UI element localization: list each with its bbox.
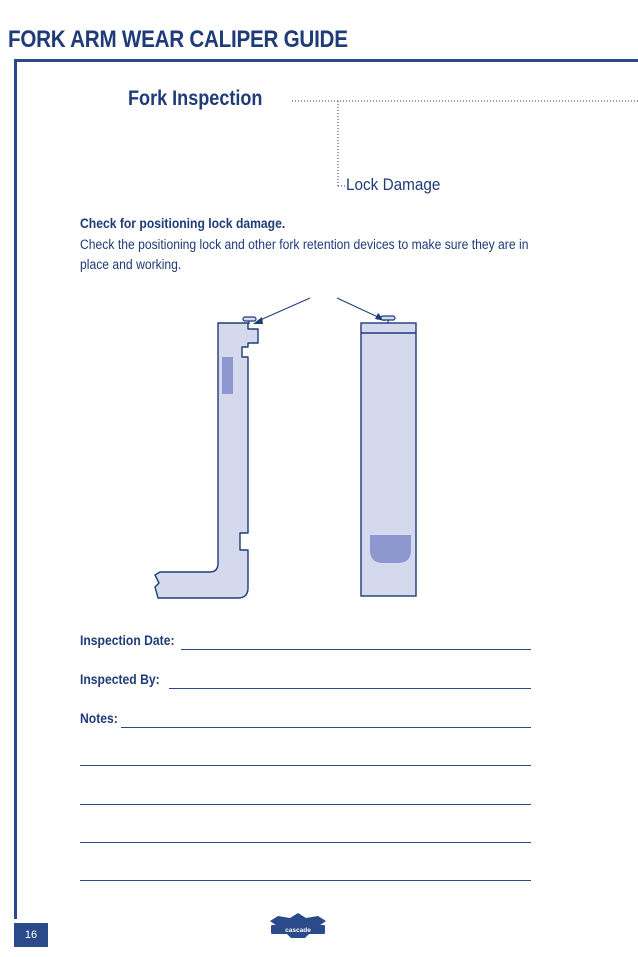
arrow-left-line [258, 298, 310, 321]
page-number: 16 [14, 923, 48, 947]
inspected-by-field[interactable] [169, 688, 531, 689]
fork-front-heel-mark [370, 535, 411, 563]
lock-pin-front [381, 316, 395, 320]
fork-side-view [155, 323, 258, 598]
notes-field-line-4[interactable] [80, 842, 531, 843]
notes-field-line-3[interactable] [80, 804, 531, 805]
logo-wordmark: cascade [285, 927, 311, 935]
notes-field-line-2[interactable] [80, 765, 531, 766]
notes-label: Notes: [80, 711, 118, 726]
inspection-date-label: Inspection Date: [80, 633, 175, 648]
notes-field-line-5[interactable] [80, 880, 531, 881]
arrow-right-line [337, 298, 380, 318]
instruction-heading: Check for positioning lock damage. [80, 216, 286, 231]
notes-field-line-1[interactable] [121, 727, 531, 728]
lock-damage-label: Lock Damage [346, 175, 441, 194]
page-header-title: FORK ARM WEAR CALIPER GUIDE [8, 26, 348, 53]
cascade-logo [270, 913, 326, 938]
instruction-body: Check the positioning lock and other fork retention devices to make sure they are in place and working. [80, 237, 529, 272]
inspection-date-field[interactable] [181, 649, 531, 650]
lock-pin-side [243, 317, 256, 321]
inspected-by-label: Inspected By: [80, 672, 160, 687]
fork-side-slot [222, 357, 233, 394]
section-title: Fork Inspection [128, 87, 263, 110]
